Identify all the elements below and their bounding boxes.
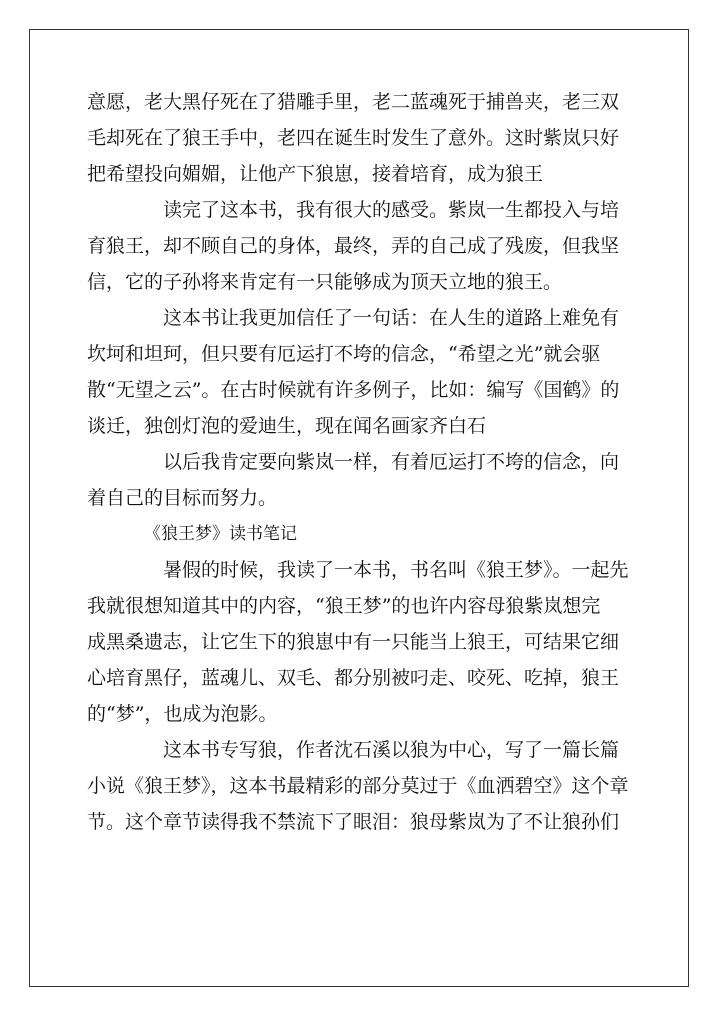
paragraph-start-line: 暑假的时候，我读了一本书，书名叫《狼王梦》。一起先: [163, 559, 629, 581]
text-line: 成黑桑遗志，让它生下的狼崽中有一只能当上狼王，可结果它细: [87, 631, 620, 653]
text-line: 把希望投向媚媚，让他产下狼崽，接着培育，成为狼王: [87, 163, 544, 185]
paragraph-start-line: 读完了这本书，我有很大的感受。紫岚一生都投入与培: [163, 199, 620, 221]
text-line: 育狼王，却不顾自己的身体，最终，弄的自己成了残废，但我坚: [87, 235, 620, 257]
text-line: 毛却死在了狼王手中，老四在诞生时发生了意外。这时紫岚只好: [87, 127, 620, 149]
section-heading: 《狼王梦》读书笔记: [144, 524, 297, 544]
document-body: [87, 84, 637, 840]
text-line: 节。这个章节读得我不禁流下了眼泪：狼母紫岚为了不让狼孙们: [87, 811, 620, 833]
text-line: 谈迁，独创灯泡的爱迪生，现在闻名画家齐白石: [87, 415, 487, 437]
text-line: 信，它的子孙将来肯定有一只能够成为顶天立地的狼王。: [87, 271, 563, 293]
paragraph-start-line: 这本书让我更加信任了一句话：在人生的道路上难免有: [163, 307, 620, 329]
text-line: 散“无望之云”。在古时候就有许多例子，比如：编写《国鹤》的: [87, 379, 620, 401]
text-line: 小说《狼王梦》，这本书最精彩的部分莫过于《血洒碧空》这个章: [87, 775, 629, 797]
text-line: 坎坷和坦珂，但只要有厄运打不垮的信念，“希望之光”就会驱: [87, 343, 601, 365]
text-line: 的“梦”，也成为泡影。: [87, 703, 278, 725]
text-line: 着自己的目标而努力。: [87, 487, 278, 509]
text-line: 意愿，老大黑仔死在了猎雕手里，老二蓝魂死于捕兽夹，老三双: [87, 91, 620, 113]
paragraph-start-line: 这本书专写狼，作者沈石溪以狼为中心，写了一篇长篇: [163, 739, 620, 761]
text-line: 我就很想知道其中的内容，“狼王梦”的也许内容母狼紫岚想完: [87, 595, 601, 617]
paragraph-start-line: 以后我肯定要向紫岚一样，有着厄运打不垮的信念，向: [163, 451, 620, 473]
text-line: 心培育黑仔，蓝魂儿、双毛、都分别被叼走、咬死、吃掉，狼王: [87, 667, 620, 689]
